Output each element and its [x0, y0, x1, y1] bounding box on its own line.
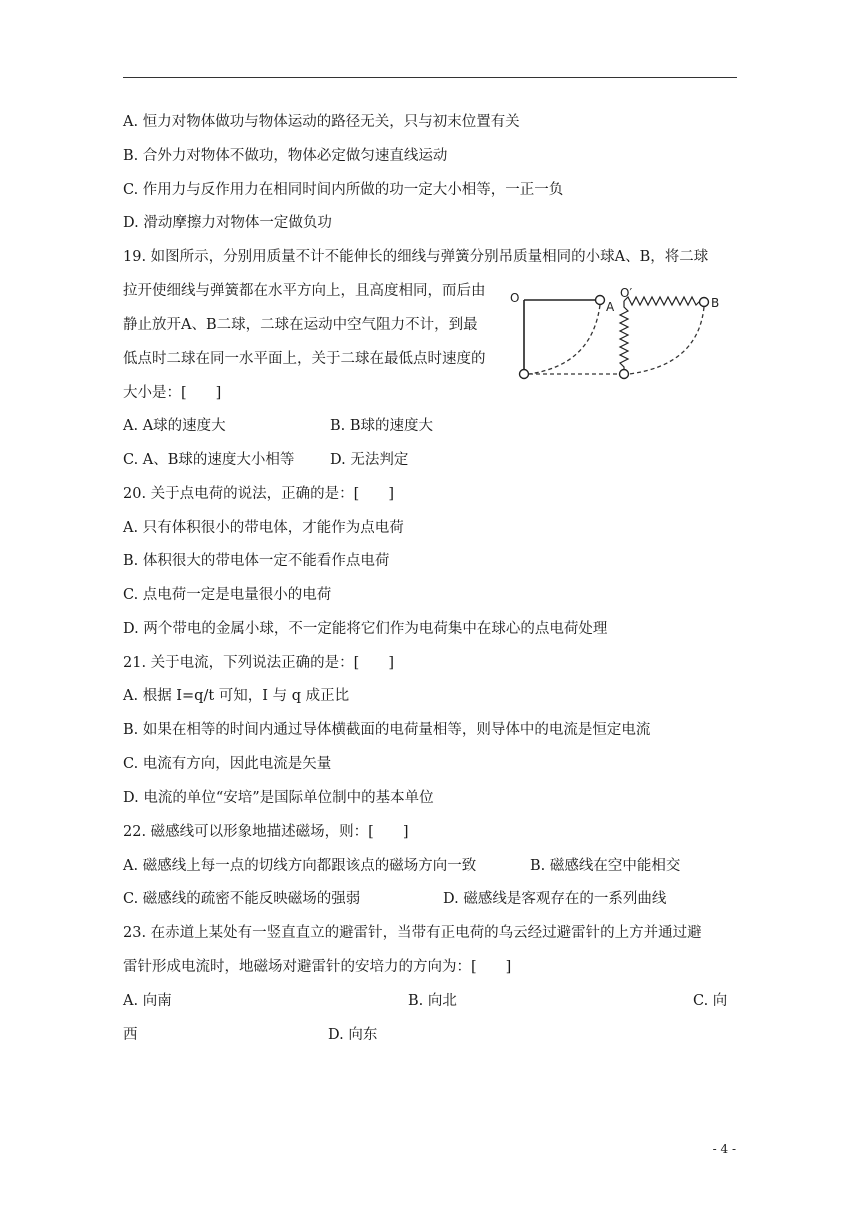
q23-option-c: C. 向: [693, 993, 728, 1009]
path-a-dashed: [529, 305, 600, 374]
q19-option-c: C. A、B球的速度大小相等: [123, 452, 295, 468]
q19-stem-line-3: 静止放开A、B二球，二球在运动中空气阻力不计，到最: [123, 317, 478, 333]
q18-option-b: B. 合外力对物体不做功，物体必定做匀速直线运动: [123, 148, 448, 164]
q18-option-a: A. 恒力对物体做功与物体运动的路径无关，只与初末位置有关: [123, 114, 520, 130]
q23-option-d: D. 向东: [328, 1027, 378, 1043]
q19-option-b: B. B球的速度大: [330, 418, 434, 434]
pendulum-spring-figure: [506, 285, 736, 385]
q23-option-c-continued: 西: [123, 1027, 138, 1043]
spring-horizontal: [624, 297, 700, 305]
figure-label-a: A: [606, 300, 615, 314]
figure-label-b: B: [711, 296, 720, 310]
q18-option-d: D. 滑动摩擦力对物体一定做负功: [123, 215, 332, 231]
q22-option-b: B. 磁感线在空中能相交: [530, 858, 681, 874]
q21-option-b: B. 如果在相等的时间内通过导体横截面的电荷量相等，则导体中的电流是恒定电流: [123, 722, 651, 738]
path-b-dashed: [629, 307, 704, 374]
spring-vertical: [620, 301, 628, 369]
q20-option-c: C. 点电荷一定是电量很小的电荷: [123, 587, 332, 603]
q22-option-d: D. 磁感线是客观存在的一系列曲线: [443, 891, 667, 907]
q21-option-a: A. 根据 I=q/t 可知，I 与 q 成正比: [123, 688, 350, 704]
ball-a-lowest: [520, 370, 529, 379]
q23-stem-line-2: 雷针形成电流时，地磁场对避雷针的安培力的方向为：[ ]: [123, 959, 512, 975]
page-number: - 4 -: [712, 1142, 736, 1156]
q19-stem-line-5: 大小是：[ ]: [123, 385, 222, 401]
q21-stem: 21. 关于电流，下列说法正确的是：[ ]: [123, 655, 394, 671]
ball-a: [596, 296, 605, 305]
q20-stem: 20. 关于点电荷的说法，正确的是：[ ]: [123, 486, 394, 502]
ball-b: [700, 298, 709, 307]
q18-option-c: C. 作用力与反作用力在相同时间内所做的功一定大小相等，一正一负: [123, 182, 564, 198]
q23-stem-line-1: 23. 在赤道上某处有一竖直直立的避雷针，当带有正电荷的乌云经过避雷针的上方并通过避: [123, 925, 702, 941]
q19-stem-line-2: 拉开使细线与弹簧都在水平方向上，且高度相同，而后由: [123, 283, 486, 299]
q23-option-a: A. 向南: [123, 993, 172, 1009]
header-rule: [123, 77, 737, 78]
q20-option-d: D. 两个带电的金属小球，不一定能将它们作为电荷集中在球心的点电荷处理: [123, 621, 608, 637]
q20-option-b: B. 体积很大的带电体一定不能看作点电荷: [123, 553, 390, 569]
q19-stem-line-4: 低点时二球在同一水平面上，关于二球在最低点时速度的: [123, 351, 486, 367]
q21-option-c: C. 电流有方向，因此电流是矢量: [123, 756, 332, 772]
ball-b-lowest: [620, 370, 629, 379]
figure-label-o: O: [510, 291, 520, 305]
q19-stem-line-1: 19. 如图所示，分别用质量不计不能伸长的细线与弹簧分别吊质量相同的小球A、B，将二球: [123, 249, 709, 265]
q19-option-d: D. 无法判定: [330, 452, 409, 468]
q22-stem: 22. 磁感线可以形象地描述磁场，则：[ ]: [123, 824, 409, 840]
figure-label-o-prime: O′: [620, 286, 633, 300]
q23-option-b: B. 向北: [408, 993, 457, 1009]
q21-option-d: D. 电流的单位“安培”是国际单位制中的基本单位: [123, 790, 434, 806]
q22-option-a: A. 磁感线上每一点的切线方向都跟该点的磁场方向一致: [123, 858, 477, 874]
q20-option-a: A. 只有体积很小的带电体，才能作为点电荷: [123, 520, 404, 536]
q19-option-a: A. A球的速度大: [123, 418, 226, 434]
q22-option-c: C. 磁感线的疏密不能反映磁场的强弱: [123, 891, 361, 907]
